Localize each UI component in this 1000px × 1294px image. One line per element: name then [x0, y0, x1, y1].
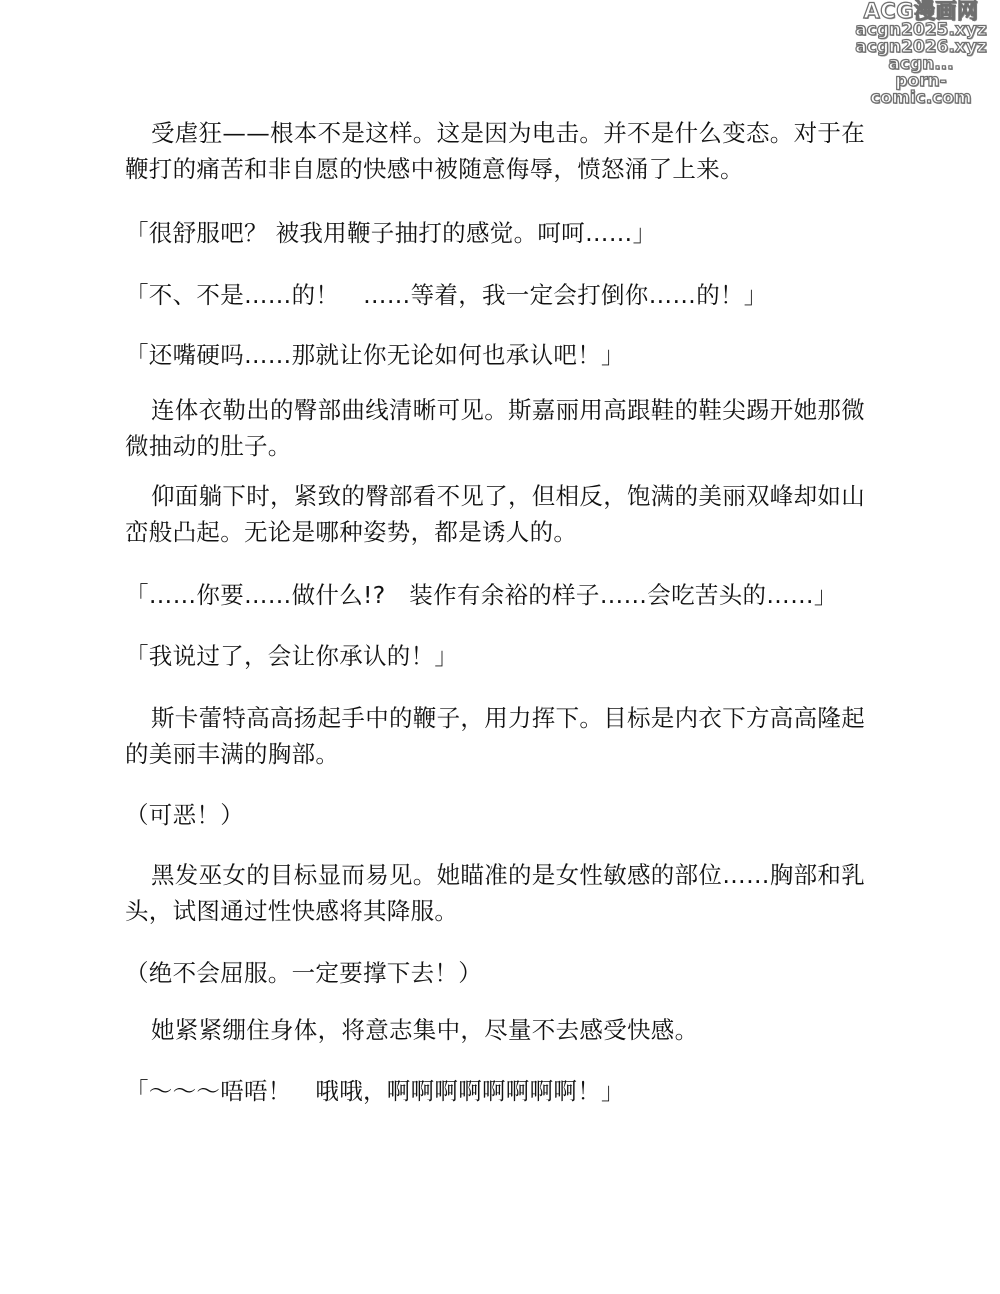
dialogue-line: 「还嘴硬吗……那就让你无论如何也承认吧！」	[125, 341, 625, 369]
dialogue-line: 「不、不是……的！ ……等着，我一定会打倒你……的！」	[125, 281, 768, 309]
inner-thought: （绝不会屈服。一定要撑下去！）	[125, 959, 482, 987]
narration-paragraph: 连体衣勒出的臀部曲线清晰可见。斯嘉丽用高跟鞋的鞋尖踢开她那微微抽动的肚子。	[125, 396, 865, 460]
dialogue-line: 「很舒服吧？ 被我用鞭子抽打的感觉。呵呵……」	[125, 219, 657, 247]
watermark-url-2: acgn2026.xyz	[855, 37, 987, 57]
dialogue-line: 「我说过了，会让你承认的！」	[125, 642, 459, 670]
dialogue-line: 「～～～唔唔！ 哦哦，啊啊啊啊啊啊啊啊！」	[125, 1077, 625, 1105]
watermark-url-1: acgn2025.xyz	[855, 20, 987, 40]
narration-paragraph: 她紧紧绷住身体，将意志集中，尽量不去感受快感。	[151, 1016, 699, 1044]
narration-paragraph: 受虐狂——根本不是这样。这是因为电击。并不是什么变态。对于在鞭打的痛苦和非自愿的快感中被随意侮辱，愤怒涌了上来。	[125, 119, 865, 183]
narration-paragraph: 黑发巫女的目标显而易见。她瞄准的是女性敏感的部位……胸部和乳头，试图通过性快感将其降服。	[125, 861, 865, 925]
narration-paragraph: 仰面躺下时，紧致的臀部看不见了，但相反，饱满的美丽双峰却如山峦般凸起。无论是哪种姿势，都是诱人的。	[125, 482, 865, 546]
dialogue-line: 「……你要……做什么!? 装作有余裕的样子……会吃苦头的……」	[125, 581, 838, 609]
narration-paragraph: 斯卡蕾特高高扬起手中的鞭子，用力挥下。目标是内衣下方高高隆起的美丽丰满的胸部。	[125, 704, 865, 768]
watermark-brand: ACG漫画网	[863, 0, 979, 23]
watermark-site: porn-comic.com	[870, 71, 972, 108]
inner-thought: （可恶！）	[125, 801, 244, 829]
watermark-short: acgn...	[888, 54, 954, 74]
